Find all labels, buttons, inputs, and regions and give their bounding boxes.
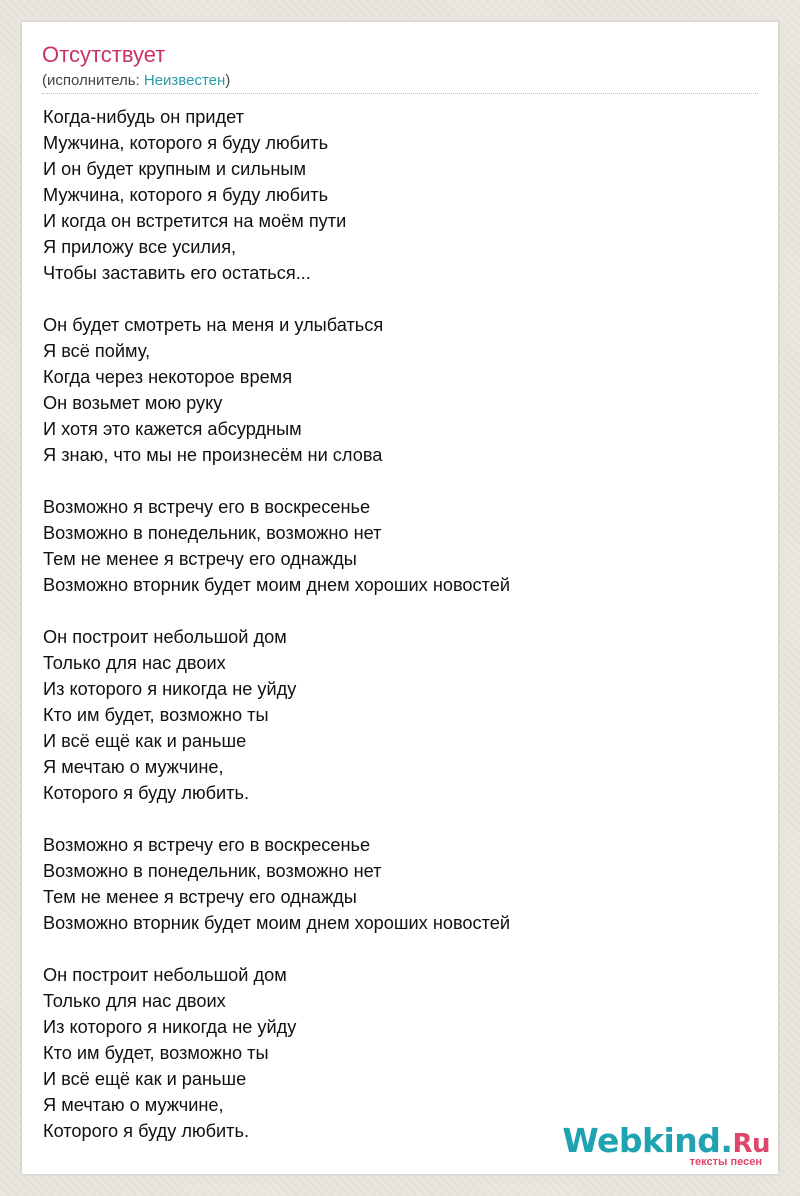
lyrics-line: Мужчина, которого я буду любить: [43, 133, 329, 153]
lyrics-text: [43, 104, 743, 1170]
lyrics-line: Когда-нибудь он придет: [43, 107, 244, 127]
webkind-logo[interactable]: [562, 1121, 770, 1168]
lyrics-line: И хотя это кажется абсурдным: [43, 419, 302, 439]
artist-line: [42, 72, 230, 89]
lyrics-line: Возможно вторник будет моим днем хороших новостей: [43, 575, 511, 595]
lyrics-line: Мужчина, которого я буду любить: [43, 185, 329, 205]
lyrics-card: [22, 22, 778, 1174]
lyrics-line: Я знаю, что мы не произнесём ни слова: [43, 445, 383, 465]
artist-suffix: ): [225, 72, 231, 89]
lyrics-line: И всё ещё как и раньше: [43, 1069, 247, 1089]
lyrics-stanza: [43, 832, 743, 936]
lyrics-line: Которого я буду любить.: [43, 1121, 250, 1141]
logo-tagline: тексты песен: [689, 1156, 762, 1168]
lyrics-line: И он будет крупным и сильным: [43, 159, 307, 179]
lyrics-line: Я приложу все усилия,: [43, 237, 237, 257]
lyrics-line: Он построит небольшой дом: [43, 965, 287, 985]
lyrics-line: Кто им будет, возможно ты: [43, 705, 269, 725]
lyrics-line: Из которого я никогда не уйду: [43, 1017, 297, 1037]
song-title: Отсутствует: [42, 42, 166, 67]
lyrics-line: Тем не менее я встречу его однажды: [43, 887, 357, 907]
lyrics-line: Тем не менее я встречу его однажды: [43, 549, 357, 569]
logo-dot: .: [720, 1121, 733, 1160]
lyrics-line: Возможно я встречу его в воскресенье: [43, 497, 371, 517]
artist-prefix: (исполнитель:: [42, 72, 144, 89]
lyrics-line: Когда через некоторое время: [43, 367, 293, 387]
divider: [42, 93, 758, 94]
logo-word: Webkind: [562, 1121, 721, 1160]
lyrics-line: Возможно я встречу его в воскресенье: [43, 835, 371, 855]
lyrics-line: Возможно в понедельник, возможно нет: [43, 861, 382, 881]
lyrics-line: Он будет смотреть на меня и улыбаться: [43, 315, 384, 335]
logo-tld: Ru: [732, 1129, 770, 1159]
lyrics-stanza: [43, 494, 743, 598]
lyrics-line: Только для нас двоих: [43, 653, 226, 673]
lyrics-stanza: [43, 962, 743, 1144]
lyrics-line: Возможно в понедельник, возможно нет: [43, 523, 382, 543]
lyrics-stanza: [43, 312, 743, 468]
lyrics-line: И всё ещё как и раньше: [43, 731, 247, 751]
lyrics-line: Из которого я никогда не уйду: [43, 679, 297, 699]
lyrics-line: Он возьмет мою руку: [43, 393, 223, 413]
lyrics-line: Я мечтаю о мужчине,: [43, 1095, 224, 1115]
lyrics-stanza: [43, 104, 743, 286]
lyrics-line: Он построит небольшой дом: [43, 627, 287, 647]
lyrics-line: И когда он встретится на моём пути: [43, 211, 347, 231]
lyrics-stanza: [43, 624, 743, 806]
lyrics-line: Которого я буду любить.: [43, 783, 250, 803]
lyrics-line: Я мечтаю о мужчине,: [43, 757, 224, 777]
lyrics-line: Возможно вторник будет моим днем хороших новостей: [43, 913, 511, 933]
lyrics-line: Кто им будет, возможно ты: [43, 1043, 269, 1063]
lyrics-line: Чтобы заставить его остаться...: [43, 263, 311, 283]
lyrics-line: Только для нас двоих: [43, 991, 226, 1011]
lyrics-line: Я всё пойму,: [43, 341, 151, 361]
artist-link[interactable]: Неизвестен: [143, 72, 226, 89]
